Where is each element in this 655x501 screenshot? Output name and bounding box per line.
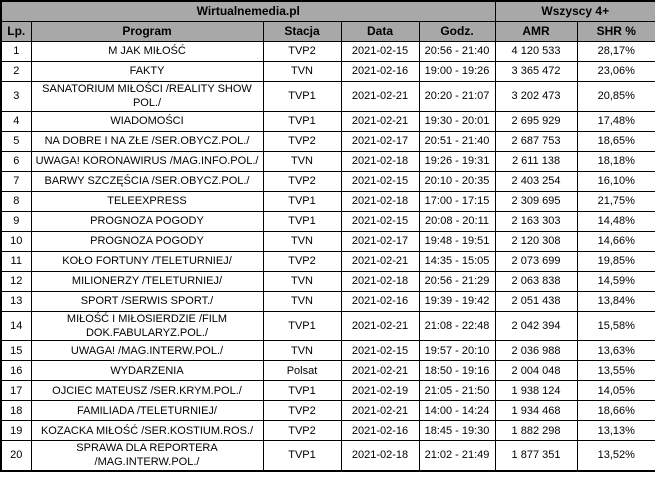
cell-shr-percent: 13,84% — [577, 291, 655, 311]
cell-rank: 12 — [1, 271, 31, 291]
cell-time-range: 20:20 - 21:07 — [419, 82, 495, 112]
cell-date: 2021-02-16 — [341, 291, 419, 311]
cell-amr-value: 2 403 254 — [495, 171, 577, 191]
cell-time-range: 20:08 - 20:11 — [419, 211, 495, 231]
cell-rank: 18 — [1, 401, 31, 421]
cell-rank: 3 — [1, 82, 31, 112]
cell-program: FAMILIADA /TELETURNIEJ/ — [31, 401, 263, 421]
cell-station: TVP2 — [263, 421, 341, 441]
cell-time-range: 20:56 - 21:40 — [419, 42, 495, 62]
col-header-stacja: Stacja — [263, 22, 341, 42]
col-header-godz: Godz. — [419, 22, 495, 42]
cell-station: TVP1 — [263, 211, 341, 231]
cell-amr-value: 2 695 929 — [495, 111, 577, 131]
cell-rank: 11 — [1, 251, 31, 271]
cell-rank: 4 — [1, 111, 31, 131]
cell-program: PROGNOZA POGODY — [31, 231, 263, 251]
table-row — [1, 82, 655, 112]
cell-date: 2021-02-15 — [341, 341, 419, 361]
cell-date: 2021-02-15 — [341, 171, 419, 191]
cell-station: TVN — [263, 231, 341, 251]
cell-amr-value: 2 004 048 — [495, 361, 577, 381]
cell-shr-percent: 23,06% — [577, 62, 655, 82]
cell-station: TVP1 — [263, 311, 341, 341]
cell-rank: 8 — [1, 191, 31, 211]
cell-amr-value: 2 120 308 — [495, 231, 577, 251]
table-row — [1, 62, 655, 82]
cell-date: 2021-02-18 — [341, 271, 419, 291]
col-header-data: Data — [341, 22, 419, 42]
source-title: Wirtualnemedia.pl — [1, 1, 495, 22]
cell-time-range: 20:51 - 21:40 — [419, 131, 495, 151]
cell-station: Polsat — [263, 361, 341, 381]
table-row — [1, 361, 655, 381]
cell-amr-value: 2 073 699 — [495, 251, 577, 271]
table-row — [1, 271, 655, 291]
cell-program: NA DOBRE I NA ZŁE /SER.OBYCZ.POL./ — [31, 131, 263, 151]
cell-amr-value: 2 036 988 — [495, 341, 577, 361]
cell-rank: 1 — [1, 42, 31, 62]
cell-rank: 2 — [1, 62, 31, 82]
cell-amr-value: 2 611 138 — [495, 151, 577, 171]
cell-date: 2021-02-16 — [341, 421, 419, 441]
group-header-row — [1, 1, 655, 22]
cell-rank: 13 — [1, 291, 31, 311]
cell-date: 2021-02-18 — [341, 191, 419, 211]
cell-station: TVP2 — [263, 131, 341, 151]
cell-program: BARWY SZCZĘŚCIA /SER.OBYCZ.POL./ — [31, 171, 263, 191]
table-row — [1, 311, 655, 341]
cell-program: UWAGA! KORONAWIRUS /MAG.INFO.POL./ — [31, 151, 263, 171]
cell-date: 2021-02-15 — [341, 42, 419, 62]
cell-station: TVP2 — [263, 171, 341, 191]
cell-time-range: 21:08 - 22:48 — [419, 311, 495, 341]
cell-date: 2021-02-21 — [341, 82, 419, 112]
cell-rank: 19 — [1, 421, 31, 441]
cell-rank: 9 — [1, 211, 31, 231]
column-header-row — [1, 22, 655, 42]
cell-date: 2021-02-21 — [341, 401, 419, 421]
cell-station: TVP2 — [263, 42, 341, 62]
table-row — [1, 251, 655, 271]
cell-shr-percent: 14,66% — [577, 231, 655, 251]
cell-time-range: 19:26 - 19:31 — [419, 151, 495, 171]
cell-time-range: 19:00 - 19:26 — [419, 62, 495, 82]
cell-rank: 5 — [1, 131, 31, 151]
cell-program: OJCIEC MATEUSZ /SER.KRYM.POL./ — [31, 381, 263, 401]
cell-time-range: 14:35 - 15:05 — [419, 251, 495, 271]
cell-shr-percent: 19,85% — [577, 251, 655, 271]
cell-program: MILIONERZY /TELETURNIEJ/ — [31, 271, 263, 291]
cell-amr-value: 4 120 533 — [495, 42, 577, 62]
cell-date: 2021-02-19 — [341, 381, 419, 401]
col-header-amr: AMR — [495, 22, 577, 42]
cell-amr-value: 2 051 438 — [495, 291, 577, 311]
cell-date: 2021-02-17 — [341, 131, 419, 151]
cell-amr-value: 2 063 838 — [495, 271, 577, 291]
cell-program: UWAGA! /MAG.INTERW.POL./ — [31, 341, 263, 361]
col-header-lp: Lp. — [1, 22, 31, 42]
cell-rank: 7 — [1, 171, 31, 191]
cell-time-range: 20:56 - 21:29 — [419, 271, 495, 291]
cell-station: TVN — [263, 341, 341, 361]
cell-station: TVN — [263, 62, 341, 82]
cell-date: 2021-02-21 — [341, 251, 419, 271]
cell-amr-value: 1 877 351 — [495, 441, 577, 471]
cell-amr-value: 3 202 473 — [495, 82, 577, 112]
cell-rank: 14 — [1, 311, 31, 341]
table-row — [1, 401, 655, 421]
cell-time-range: 14:00 - 14:24 — [419, 401, 495, 421]
cell-station: TVP2 — [263, 251, 341, 271]
cell-station: TVP1 — [263, 381, 341, 401]
table-row — [1, 151, 655, 171]
cell-rank: 20 — [1, 441, 31, 471]
cell-program: TELEEXPRESS — [31, 191, 263, 211]
cell-amr-value: 2 309 695 — [495, 191, 577, 211]
table-row — [1, 421, 655, 441]
cell-rank: 17 — [1, 381, 31, 401]
table-row — [1, 441, 655, 471]
cell-date: 2021-02-18 — [341, 151, 419, 171]
cell-date: 2021-02-21 — [341, 361, 419, 381]
cell-program: FAKTY — [31, 62, 263, 82]
cell-program: SPRAWA DLA REPORTERA /MAG.INTERW.POL./ — [31, 441, 263, 471]
cell-program: KOZACKA MIŁOŚĆ /SER.KOSTIUM.ROS./ — [31, 421, 263, 441]
cell-station: TVN — [263, 291, 341, 311]
cell-rank: 15 — [1, 341, 31, 361]
cell-amr-value: 2 042 394 — [495, 311, 577, 341]
cell-shr-percent: 20,85% — [577, 82, 655, 112]
cell-station: TVP1 — [263, 82, 341, 112]
cell-shr-percent: 14,05% — [577, 381, 655, 401]
cell-date: 2021-02-17 — [341, 231, 419, 251]
cell-program: M JAK MIŁOŚĆ — [31, 42, 263, 62]
cell-program: MIŁOŚĆ I MIŁOSIERDZIE /FILM DOK.FABULARYZ.POL./ — [31, 311, 263, 341]
cell-time-range: 17:00 - 17:15 — [419, 191, 495, 211]
table-row — [1, 111, 655, 131]
cell-date: 2021-02-18 — [341, 441, 419, 471]
table-row — [1, 231, 655, 251]
cell-amr-value: 3 365 472 — [495, 62, 577, 82]
cell-shr-percent: 18,66% — [577, 401, 655, 421]
cell-station: TVP1 — [263, 191, 341, 211]
cell-station: TVP1 — [263, 441, 341, 471]
cell-station: TVN — [263, 151, 341, 171]
cell-shr-percent: 21,75% — [577, 191, 655, 211]
cell-rank: 6 — [1, 151, 31, 171]
cell-date: 2021-02-15 — [341, 211, 419, 231]
table-row — [1, 42, 655, 62]
cell-shr-percent: 18,65% — [577, 131, 655, 151]
cell-shr-percent: 17,48% — [577, 111, 655, 131]
col-header-program: Program — [31, 22, 263, 42]
cell-time-range: 19:30 - 20:01 — [419, 111, 495, 131]
cell-amr-value: 2 687 753 — [495, 131, 577, 151]
col-header-shr: SHR % — [577, 22, 655, 42]
cell-rank: 10 — [1, 231, 31, 251]
cell-program: SANATORIUM MIŁOŚCI /REALITY SHOW POL./ — [31, 82, 263, 112]
cell-rank: 16 — [1, 361, 31, 381]
cell-station: TVN — [263, 271, 341, 291]
table-row — [1, 341, 655, 361]
cell-program: PROGNOZA POGODY — [31, 211, 263, 231]
cell-shr-percent: 18,18% — [577, 151, 655, 171]
cell-shr-percent: 13,63% — [577, 341, 655, 361]
cell-amr-value: 1 934 468 — [495, 401, 577, 421]
cell-date: 2021-02-21 — [341, 311, 419, 341]
cell-time-range: 19:48 - 19:51 — [419, 231, 495, 251]
cell-time-range: 19:39 - 19:42 — [419, 291, 495, 311]
cell-shr-percent: 28,17% — [577, 42, 655, 62]
cell-program: WIADOMOŚCI — [31, 111, 263, 131]
cell-shr-percent: 14,48% — [577, 211, 655, 231]
cell-shr-percent: 13,52% — [577, 441, 655, 471]
cell-time-range: 18:45 - 19:30 — [419, 421, 495, 441]
cell-program: SPORT /SERWIS SPORT./ — [31, 291, 263, 311]
table-row — [1, 381, 655, 401]
cell-shr-percent: 13,55% — [577, 361, 655, 381]
cell-station: TVP2 — [263, 401, 341, 421]
cell-date: 2021-02-16 — [341, 62, 419, 82]
cell-amr-value: 1 882 298 — [495, 421, 577, 441]
cell-program: KOŁO FORTUNY /TELETURNIEJ/ — [31, 251, 263, 271]
table-row — [1, 211, 655, 231]
cell-station: TVP1 — [263, 111, 341, 131]
cell-shr-percent: 16,10% — [577, 171, 655, 191]
audience-group-header: Wszyscy 4+ — [495, 1, 655, 22]
cell-time-range: 21:05 - 21:50 — [419, 381, 495, 401]
cell-shr-percent: 14,59% — [577, 271, 655, 291]
cell-program: WYDARZENIA — [31, 361, 263, 381]
table-row — [1, 291, 655, 311]
cell-shr-percent: 13,13% — [577, 421, 655, 441]
cell-time-range: 19:57 - 20:10 — [419, 341, 495, 361]
cell-date: 2021-02-21 — [341, 111, 419, 131]
table-row — [1, 131, 655, 151]
cell-time-range: 21:02 - 21:49 — [419, 441, 495, 471]
cell-time-range: 18:50 - 19:16 — [419, 361, 495, 381]
cell-time-range: 20:10 - 20:35 — [419, 171, 495, 191]
table-row — [1, 171, 655, 191]
table-row — [1, 191, 655, 211]
cell-shr-percent: 15,58% — [577, 311, 655, 341]
table-body — [1, 42, 655, 471]
cell-amr-value: 2 163 303 — [495, 211, 577, 231]
cell-amr-value: 1 938 124 — [495, 381, 577, 401]
